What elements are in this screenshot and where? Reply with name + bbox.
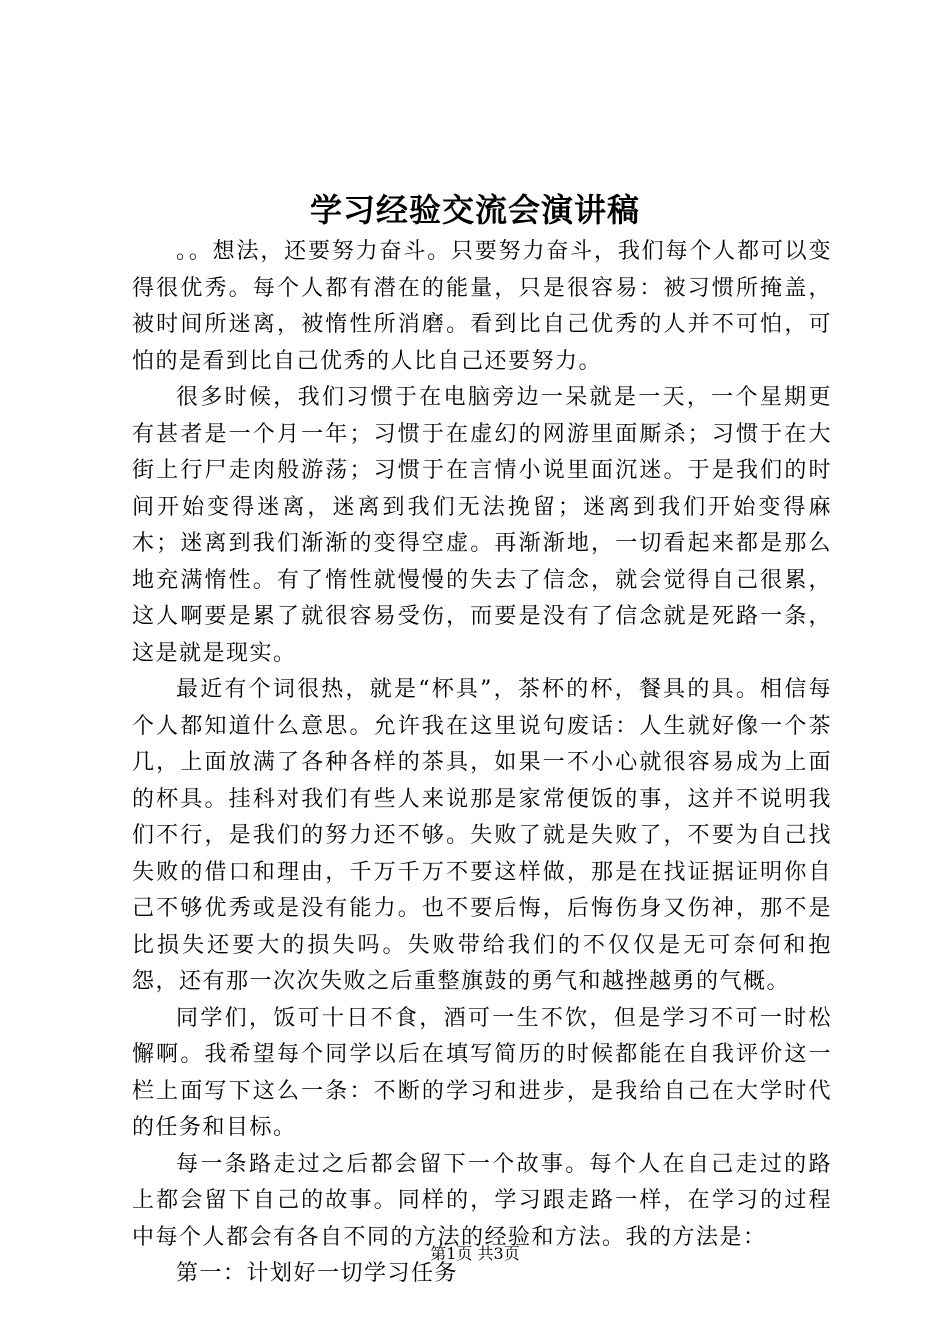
paragraph: 最近有个词很热，就是“杯具”，茶杯的杯，餐具的具。相信每个人都知道什么意思。允许我在这里说句废话：人生就好像一个茶几，上面放满了各种各样的茶具，如果一不小心就很容易成为上面的杯具。挂科对我们有些人来说那是家常便饭的事，这并不说明我们不行，是我们的努力还不够。失败了就是失败了，不要为自己找失败的借口和理由，千万千万不要这样做，那是在找证据证明你自己不够优秀或是没有能力。也不要后悔，后悔伤身又伤神，那不是比损失还要大的损失吗。失败带给我们的不仅仅是无可奈何和抱怨，还有那一次次失败之后重整旗鼓的勇气和越挫越勇的气概。 bbox=[132, 677, 832, 994]
paragraph: 很多时候，我们习惯于在电脑旁边一呆就是一天，一个星期更有甚者是一个月一年；习惯于在虚幻的网游里面厮杀；习惯于在大街上行尸走肉般游荡；习惯于在言情小说里面沉迷。于是我们的时间开始变得迷离，迷离到我们无法挽留；迷离到我们开始变得麻木；迷离到我们渐渐的变得空虚。再渐渐地，一切看起来都是那么地充满惰性。有了惰性就慢慢的失去了信念，就会觉得自己很累，这人啊要是累了就很容易受伤，而要是没有了信念就是死路一条，这是就是现实。 bbox=[132, 385, 832, 666]
document-title: 学习经验交流会演讲稿 bbox=[309, 191, 640, 229]
document-body bbox=[132, 234, 832, 1293]
paragraph: 同学们，饭可十日不食，酒可一生不饮，但是学习不可一时松懈啊。我希望每个同学以后在填写简历的时候都能在自我评价这一栏上面写下这么一条：不断的学习和进步，是我给自己在大学时代的任务和目标。 bbox=[132, 1005, 832, 1140]
page-number-footer: 第1页 共3页 bbox=[430, 1244, 520, 1263]
paragraph: 第一：计划好一切学习任务 bbox=[176, 1261, 459, 1286]
paragraph: 。。想法，还要努力奋斗。只要努力奋斗，我们每个人都可以变得很优秀。每个人都有潜在的能量，只是很容易：被习惯所掩盖，被时间所迷离，被惰性所消磨。看到比自己优秀的人并不可怕，可怕的是看到比自己优秀的人比自己还要努力。 bbox=[132, 239, 832, 374]
paragraph: 每一条路走过之后都会留下一个故事。每个人在自己走过的路上都会留下自己的故事。同样的，学习跟走路一样，在学习的过程中每个人都会有各自不同的方法的经验和方法。我的方法是： bbox=[132, 1151, 832, 1250]
